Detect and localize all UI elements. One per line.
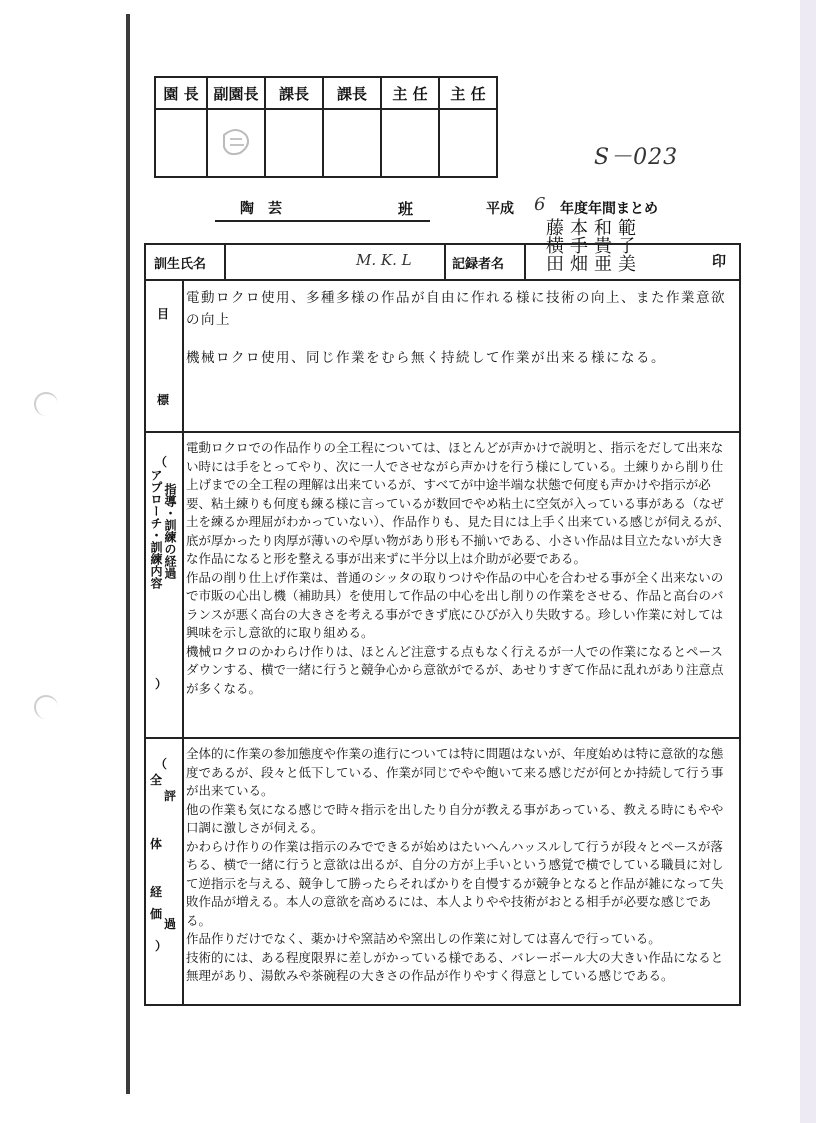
stamp-header: 園 長	[155, 77, 207, 109]
eval-label-char: 過	[164, 917, 177, 931]
punch-hole-top	[34, 392, 58, 416]
eval-label-char: 評	[164, 789, 177, 803]
header-divider	[524, 245, 526, 279]
department-underline	[215, 220, 430, 222]
stamp-header: 副園長	[207, 77, 265, 109]
recorder-label: 記録者名	[452, 257, 505, 272]
goal-item: 機械ロクロ使用、同じ作業をむら無く持続して作業が出来る様になる。	[186, 350, 666, 366]
eval-label-char: 体	[150, 837, 163, 851]
goal-item: 電動ロクロ使用、多種多様の作品が自由に作れる様に技術の向上、また作業意欲の向上	[186, 290, 726, 328]
header-divider	[444, 245, 446, 279]
guidance-paragraph: 電動ロクロでの作品作りの全工程については、ほとんどが声かけで説明と、指示をだして出来ない時には手をとってやり、次に一人でさせながら声かけを行う様にしている。土練りから削り仕上げまでの全工程の理解は出来ているが、すべてが中途半端な状態で何度も声かけや指示が必要、粘土練りも何度も練る様に言っているが数回でやめ粘土に空気が入っている事がある（なぜ土を練るか理屈がわかっていない）、作品作りも、見た目には上手く出来ている感じが伺えるが、底が厚かったり肉厚が薄いのや厚い物があり形も不揃いである、小さい作品は目立たないが大きな作品になると形を整える事が出来ずに半分以上は介助が必要である。	[186, 440, 730, 566]
header-row	[146, 245, 739, 281]
evaluation-paragraph: 全体的に作業の参加態度や作業の進行については特に問題はないが、年度始めは特に意欲的な態度であるが、段々と低下している、作業が同じでやや飽いて来る感じだが何とか持続して行う事が出来ている。	[186, 746, 724, 798]
fiscal-year: 6	[534, 194, 546, 215]
recorder-name: 藤本和範	[546, 218, 642, 239]
stamp-cell	[155, 109, 207, 177]
guidance-label-col2: 指導・訓練の経過	[163, 483, 177, 579]
evaluation-paragraph: 他の作業も気になる感じで時々指示を出したり自分が教える事があっている、教える時にもやや口調に激しさが伺える。	[186, 801, 724, 835]
stamp-cell	[323, 109, 381, 177]
summary-form	[144, 243, 741, 1006]
department-name: 陶 芸	[240, 201, 282, 217]
eval-paren-open: （	[155, 757, 168, 771]
stamp-cell	[381, 109, 439, 177]
stamp-cell	[439, 109, 497, 177]
guidance-paren-close: ）	[155, 677, 168, 691]
guidance-label-column	[146, 431, 184, 737]
stamp-header: 主 任	[381, 77, 439, 109]
header-divider	[224, 245, 226, 279]
binding-line	[126, 14, 130, 1094]
scan-edge	[800, 0, 816, 1123]
goals-label-char: 標	[157, 393, 170, 407]
era-label: 平成	[486, 201, 514, 217]
trainee-name: M. K. L	[356, 251, 412, 269]
evaluation-content	[186, 745, 733, 986]
guidance-content	[186, 439, 733, 698]
evaluation-paragraph: かわらけ作りの作業は指示のみでできるが始めはたいへんハッスルして行うが段々とペースが落ちる、横で一緒に行うと意欲は出るが、自分の方が上手いという感覚で横でしている職員に対して逆指示を与える、競争して勝ったらそればかりを自慢するが競争となると作品が雑になって失敗作品が増える。本人の意欲を高めるには、本人よりやや技術がおとる相手が必要な感じである。	[186, 838, 724, 928]
approval-stamp-table	[154, 76, 498, 178]
evaluation-row	[146, 737, 739, 1004]
eval-label-char: 全	[150, 773, 163, 787]
goals-label-column	[146, 279, 184, 431]
evaluation-paragraph: 作品作りだけでなく、薬かけや窯詰めや窯出しの作業に対しては喜んで行っている。	[186, 931, 661, 946]
guidance-label-col1: アプローチ・訓練内容	[149, 469, 163, 589]
document-code: S－023	[594, 145, 679, 170]
goals-content	[186, 287, 733, 369]
stamp-header: 主 任	[439, 77, 497, 109]
eval-paren-close: ）	[155, 939, 168, 953]
punch-hole-bottom	[34, 695, 58, 719]
guidance-paragraph: 作品の削り仕上げ作業は、普通のシッタの取りつけや作品の中心を合わせる事が全く出来ないので市販の心出し機（補助具）を使用して作品の中心を出し削りの作業をさせる、作品と高台のバランスが悪く高台の大きさを考える事ができず底にひびが入り失敗する。珍しい作業に対しては興味を示し意欲的に取り組める。	[186, 569, 724, 640]
stamp-header: 課長	[323, 77, 381, 109]
recorder-name: 田畑亜美	[546, 254, 642, 275]
goals-row	[146, 279, 739, 433]
eval-label-char: 経	[150, 885, 163, 899]
seal-mark: 印	[712, 254, 726, 270]
evaluation-label-column	[146, 737, 184, 1004]
period-title: 年度年間まとめ	[560, 201, 658, 217]
stamp-cell	[207, 109, 265, 177]
goals-label-char: 目	[157, 307, 170, 321]
faint-seal-stamp	[216, 121, 256, 161]
guidance-paren-open: （	[155, 455, 168, 469]
guidance-paragraph: 機械ロクロのかわらけ作りは、ほとんど注意する点もなく行えるが一人での作業になるとペースダウンする、横で一緒に行うと競争心から意欲がでるが、あせりすぎて作品に乱れがあり注意点が多くなる。	[186, 643, 724, 696]
guidance-row	[146, 431, 739, 739]
stamp-header: 課長	[265, 77, 323, 109]
eval-label-char: 価	[150, 907, 163, 921]
stamp-cell	[265, 109, 323, 177]
recorder-name: 横手貴子	[546, 236, 642, 257]
han-label: 班	[398, 200, 414, 218]
evaluation-paragraph: 技術的には、ある程度限界に差しがかっている様である、バレーボール大の大きい作品になると無理があり、湯飲みや茶碗程の大きさの作品が作りやすく得意としている感じである。	[186, 949, 724, 983]
trainee-label: 訓生氏名	[154, 257, 207, 272]
